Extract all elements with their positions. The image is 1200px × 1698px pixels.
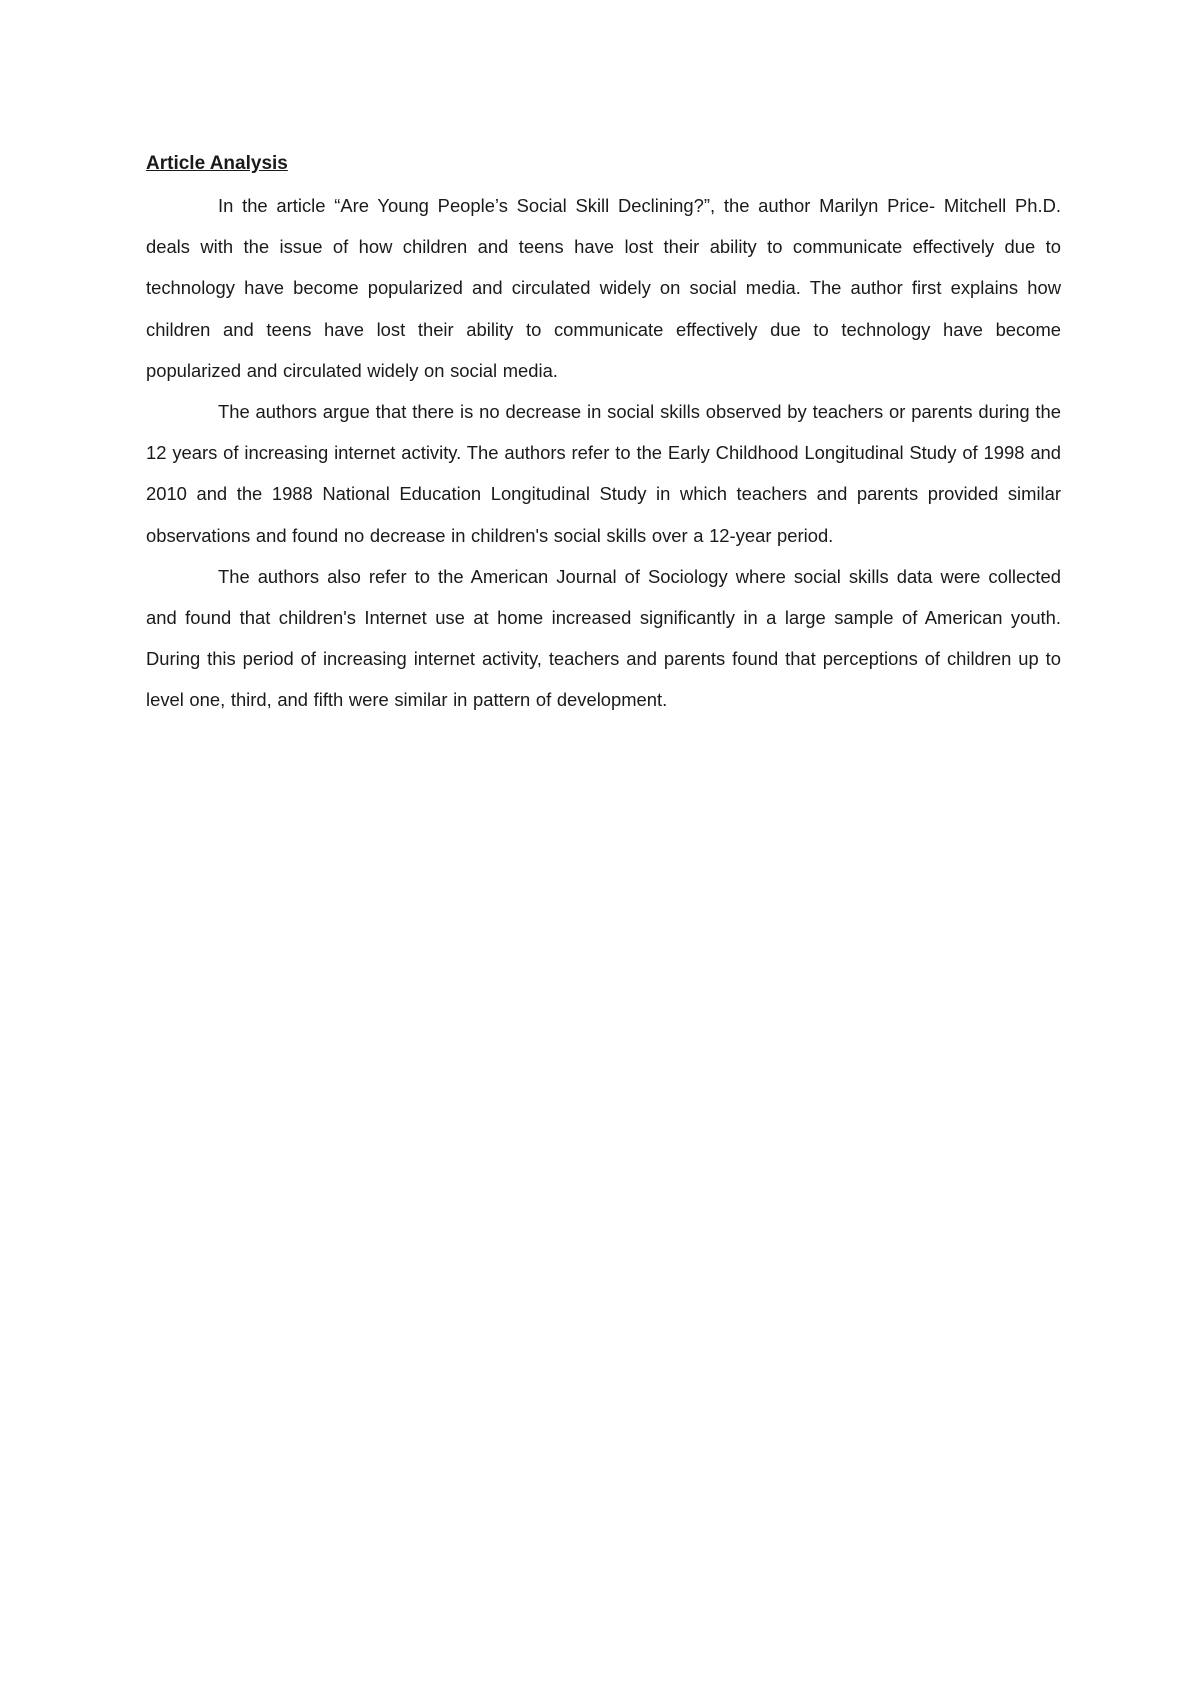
paragraph-3: The authors also refer to the American Journal of Sociology where social skills data were collected and found that children's Internet use at home increased significantly in a large sample of American youth. During this period of increasing internet activity, teachers and parents found that perceptions of children up to level one, third, and fifth were similar in pattern of development.	[146, 565, 1061, 711]
document-heading: Article Analysis	[146, 153, 288, 174]
document-body	[146, 145, 1061, 721]
paragraph-1: In the article “Are Young People’s Social Skill Declining?”, the author Marilyn Price- Mitchell Ph.D. deals with the issue of how children and teens have lost their ability to communicate effectively due to technology have become popularized and circulated widely on social media. The author first explains how children and teens have lost their ability to communicate effectively due to technology have become popularized and circulated widely on social media.	[146, 195, 1061, 381]
paragraph-2: The authors argue that there is no decrease in social skills observed by teachers or parents during the 12 years of increasing internet activity. The authors refer to the Early Childhood Longitudinal Study of 1998 and 2010 and the 1988 National Education Longitudinal Study in which teachers and parents provided similar observations and found no decrease in children's social skills over a 12-year period.	[146, 401, 1061, 546]
